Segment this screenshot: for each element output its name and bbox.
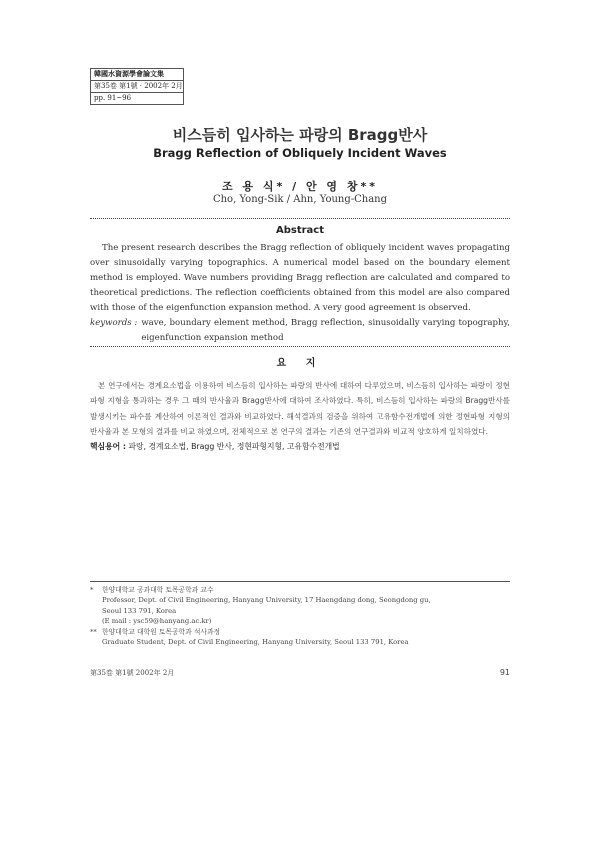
footnote-line: Graduate Student, Dept. of Civil Engineering, Hanyang University, Seoul 133 791, Korea [102, 638, 409, 647]
journal-pages: pp. 91~96 [94, 94, 132, 102]
footnote-mark: * [90, 586, 94, 594]
summary-keywords-label: 핵심용어 : [90, 442, 126, 452]
paper-title-korean: 비스듬히 입사하는 파랑의 Bragg반사 [172, 126, 428, 144]
keywords-text: wave, boundary element method, Bragg reflection, sinusoidally varying topography, eigenfunction expansion method [141, 318, 510, 343]
summary-section [90, 378, 510, 454]
footnote-line: 한양대학교 대학원 토목공학과 석사과정 [102, 627, 221, 636]
footnote-line: Professor, Dept. of Civil Engineering, Hanyang University, 17 Haengdang dong, Seongdong gu, [102, 596, 431, 605]
abstract-text: The present research describes the Bragg reflection of obliquely incident waves propagating over sinusoidally varying topographics. A numerical model based on the boundary element method is employed. Wave numbers providing Bragg reflection are calculated and compared to theoretical predictions. The reflection coefficients obtained from this model are also compared with those of the eigenfunction expansion method. A very good agreement is observed. [90, 243, 510, 313]
footnote-line: 한양대학교 공과대학 토목공학과 교수 [102, 586, 214, 594]
page-footer [90, 668, 510, 678]
footer-journal-issue: 第35卷 第1號 2002年 2月 [90, 669, 175, 677]
footnote-2 [90, 627, 510, 648]
footnote-line: Seoul 133 791, Korea [102, 606, 177, 615]
separator-middle [90, 346, 510, 347]
authors-english: Cho, Yong-Sik / Ahn, Young-Chang [212, 194, 388, 205]
abstract-heading: Abstract [275, 225, 325, 236]
footnote-rule [90, 581, 510, 582]
page-number: 91 [499, 668, 510, 677]
abstract-keywords [90, 316, 510, 346]
footnote-1 [90, 585, 510, 627]
footnotes [90, 585, 510, 647]
journal-name: 韓國水資源學會論文集 [91, 69, 183, 81]
summary-heading: 요 지 [276, 358, 324, 369]
abstract-section [90, 241, 510, 346]
summary-keywords [90, 439, 510, 454]
footnote-mark: ** [90, 627, 97, 636]
journal-volume-issue: 第35卷 第1號 · 2002年 2月 [91, 81, 183, 93]
summary-keywords-text: 파랑, 경계요소법, Bragg 반사, 정현파형지형, 고유함수전개법 [128, 442, 340, 452]
authors-korean: 조 용 식* / 안 영 창** [221, 180, 378, 193]
keywords-label: keywords : [90, 318, 138, 328]
paper-title-english: Bragg Reflection of Obliquely Incident Waves [153, 146, 447, 160]
summary-text: 본 연구에서는 경계요소법을 이용하여 비스듬히 입사하는 파랑의 반사에 대하여 다루었으며, 비스듬히 입사하는 파랑이 정현파형 지형을 통과하는 경우 그 때의 반사율과 Bragg반사에 대하여 조사하였다. 특히, 비스듬히 입사하는 파랑의 Bragg반사를 발생시키는 파수를 계산하여 이론적인 결과와 비교하였다. 해석결과의 검증을 위하여 고유함수전개법에 의한 정현파형 지형의 반사율과 본 모형의 결과를 비교 하였으며, 전체적으로 본 연구의 결과는 기존의 연구결과와 비교적 양호하게 일치하였다. [90, 381, 510, 436]
footnote-line: (E mail : ysc59@hanyang.ac.kr) [102, 617, 212, 626]
separator-top [90, 218, 510, 219]
journal-info-box [90, 68, 184, 105]
